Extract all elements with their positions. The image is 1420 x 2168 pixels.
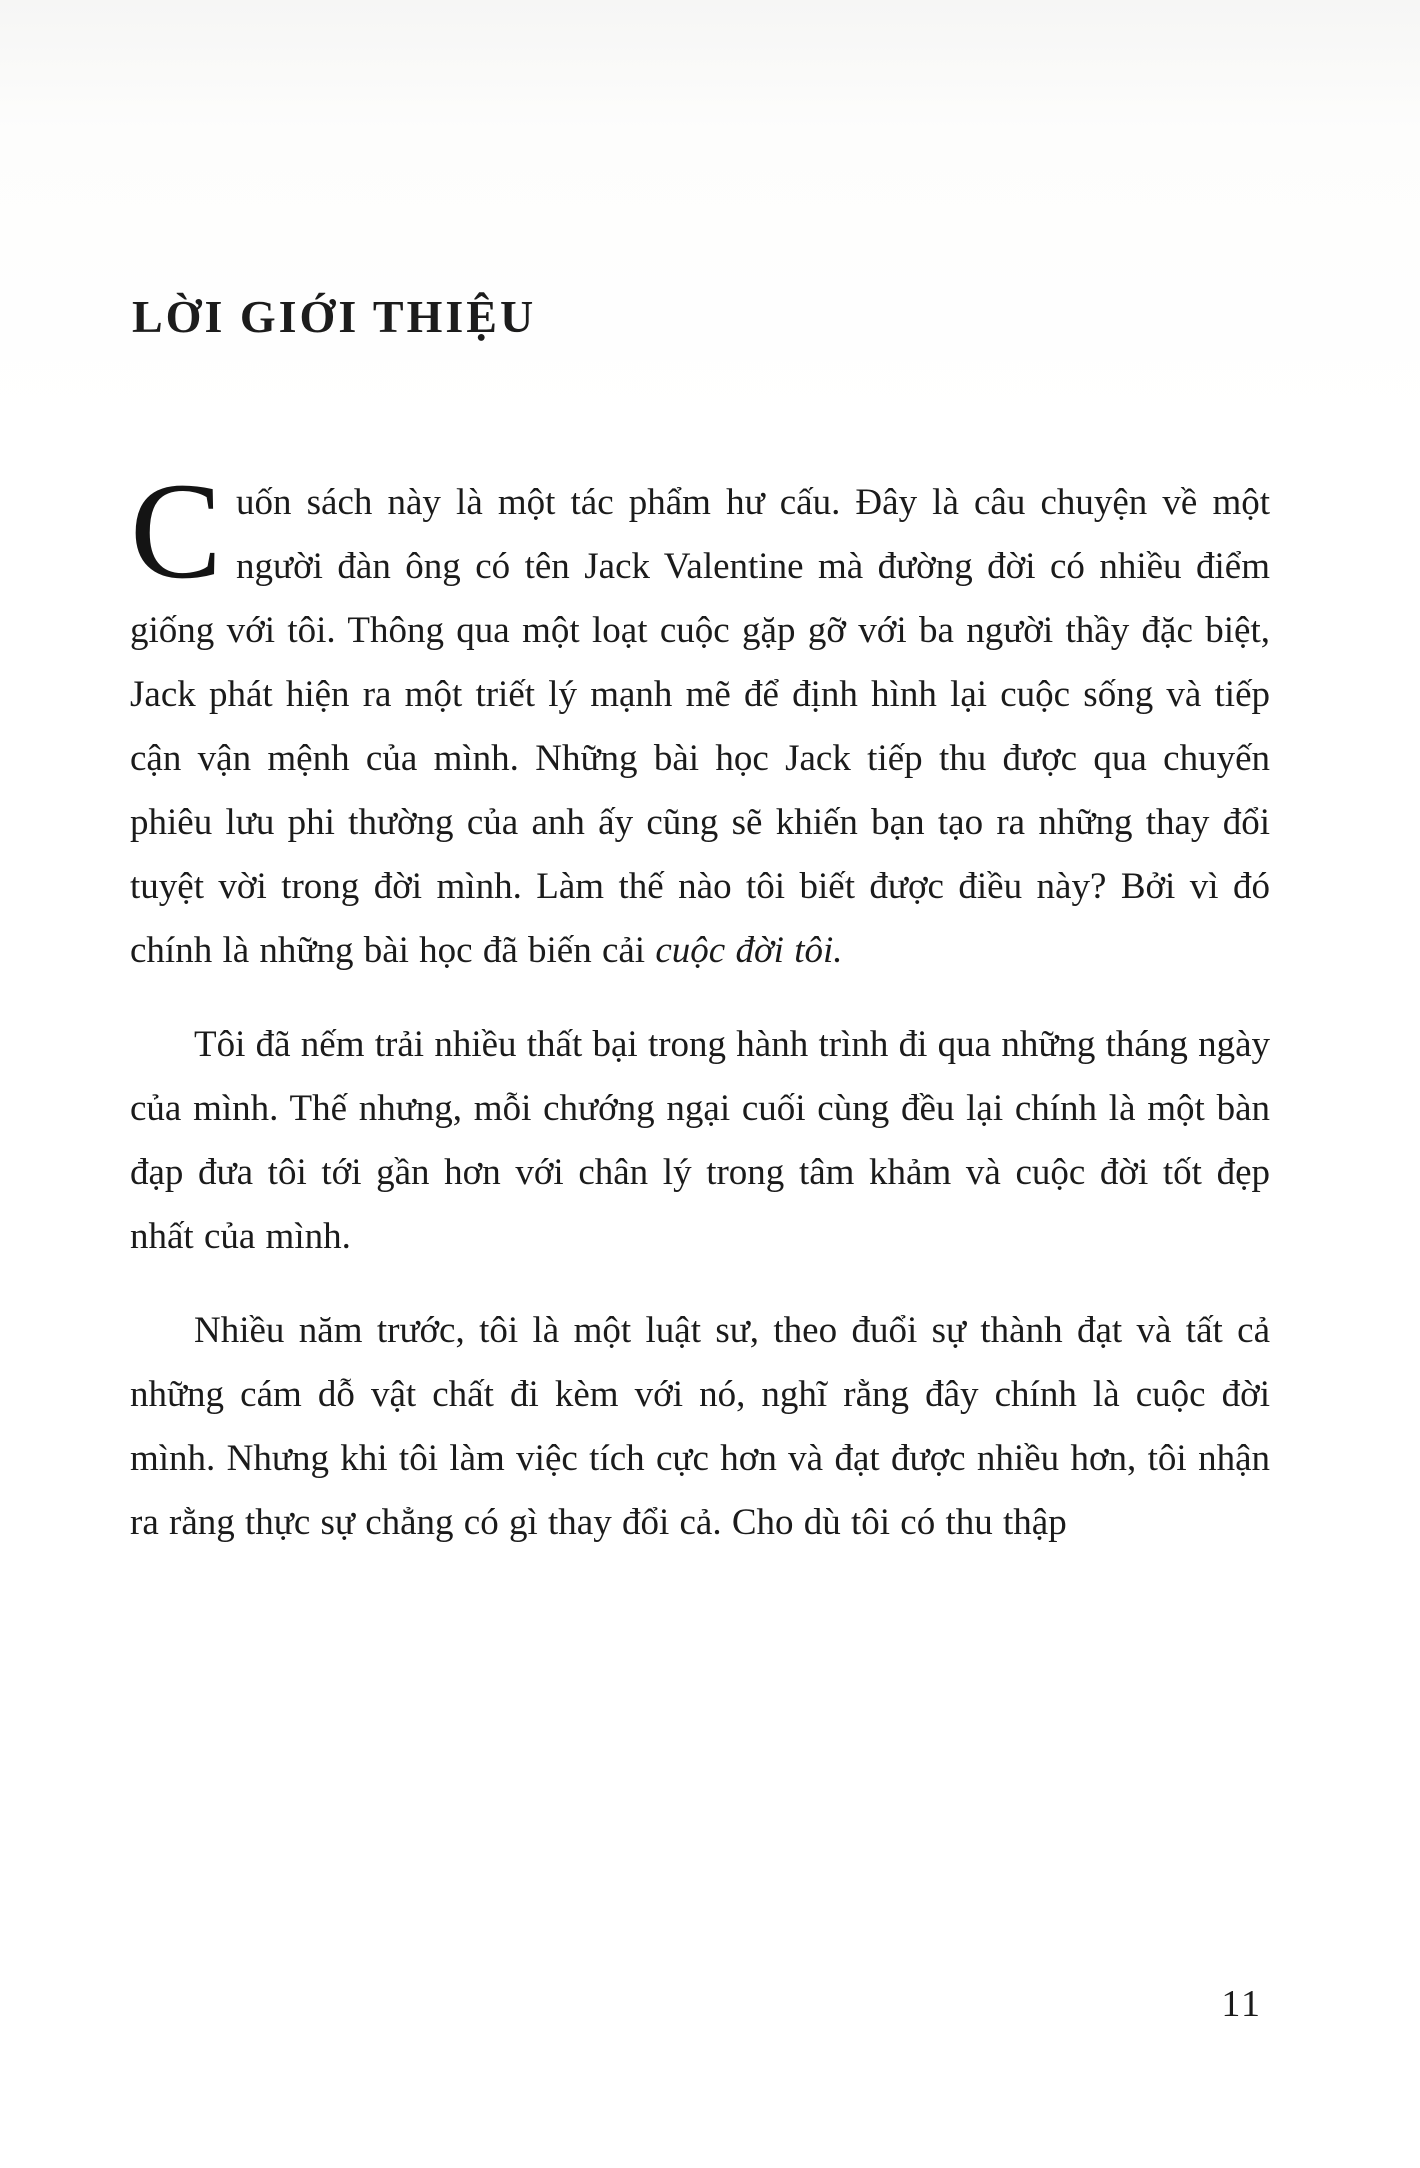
- drop-cap: C: [130, 454, 223, 607]
- body-text: [130, 454, 1270, 1555]
- paragraph-intro: [130, 454, 1270, 983]
- paragraph-2: Tôi đã nếm trải nhiều thất bại trong hành trình đi qua những tháng ngày của mình. Thế nhưng, mỗi chướng ngại cuối cùng đều lại chính là một bàn đạp đưa tôi tới gần hơn với chân lý trong tâm khảm và cuộc đời tốt đẹp nhất của mình.: [130, 1024, 1270, 1257]
- page-number: 11: [1221, 1983, 1262, 2025]
- paragraph-3: Nhiều năm trước, tôi là một luật sư, theo đuổi sự thành đạt và tất cả những cám dỗ vật chất đi kèm với nó, nghĩ rằng đây chính là cuộc đời mình. Nhưng khi tôi làm việc tích cực hơn và đạt được nhiều hơn, tôi nhận ra rằng thực sự chẳng có gì thay đổi cả. Cho dù tôi có thu thập: [130, 1310, 1270, 1543]
- page-content: [130, 0, 1270, 1555]
- paragraph-intro-text: uốn sách này là một tác phẩm hư cấu. Đây là câu chuyện về một người đàn ông có tên Jack Valentine mà đường đời có nhiều điểm giống với tôi. Thông qua một loạt cuộc gặp gỡ với ba người thầy đặc biệt, Jack phát hiện ra một triết lý mạnh mẽ để định hình lại cuộc sống và tiếp cận vận mệnh của mình. Những bài học Jack tiếp thu được qua chuyến phiêu lưu phi thường của anh ấy cũng sẽ khiến bạn tạo ra những thay đổi tuyệt vời trong đời mình. Làm thế nào tôi biết được điều này? Bởi vì đó chính là những bài học đã biến cải: [130, 482, 1270, 971]
- italic-phrase: cuộc đời tôi.: [655, 930, 843, 971]
- chapter-title: LỜI GIỚI THIỆU: [132, 291, 537, 342]
